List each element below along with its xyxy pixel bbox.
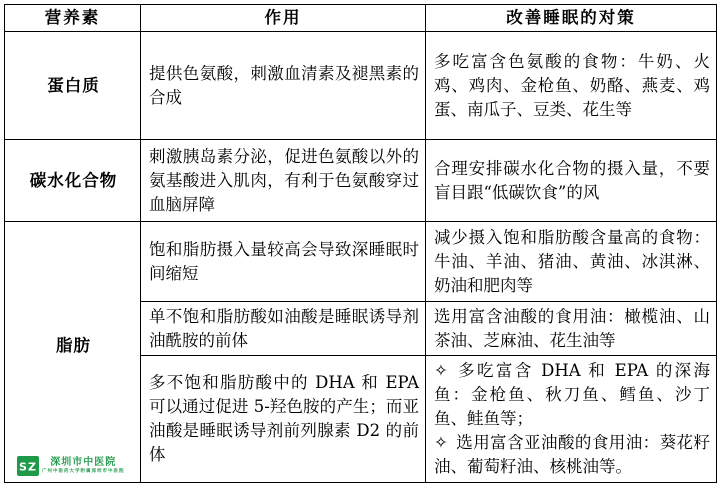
bullet-diamond-icon: ✧ <box>434 361 448 380</box>
svg-text:SZ: SZ <box>19 460 37 474</box>
hospital-logo-icon <box>17 456 39 476</box>
nutrient-fat-cell <box>5 222 141 483</box>
action-carbohydrate: 刺激胰岛素分泌，促进色氨酸以外的氨基酸进入肌肉，有利于色氨酸穿过血脑屏障 <box>141 140 426 222</box>
action-fat-polyunsaturated: 多不饱和脂肪酸中的 DHA 和 EPA 可以通过促进 5-羟色胺的产生；而亚油酸是睡眠诱导剂前列腺素 D2 的前体 <box>141 356 426 483</box>
bullet-diamond-icon: ✧ <box>434 433 448 452</box>
strategy-carbohydrate: 合理安排碳水化合物的摄入量，不要盲目跟“低碳饮食”的风 <box>426 140 717 222</box>
header-row <box>5 5 717 32</box>
header-nutrient: 营养素 <box>5 5 141 32</box>
nutrition-sleep-table <box>4 4 717 483</box>
hospital-logo-text: 深圳市中医院 <box>50 456 117 468</box>
header-strategy: 改善睡眠的对策 <box>426 5 717 32</box>
strategy-fat-polyunsaturated-a-text: 多吃富含 DHA 和 EPA 的深海鱼：金枪鱼、秋刀鱼、鳕鱼、沙丁鱼、鲑鱼等； <box>434 361 710 428</box>
strategy-fat-monounsaturated: 选用富含油酸的食用油：橄榄油、山茶油、芝麻油、花生油等 <box>426 302 717 356</box>
strategy-fat-polyunsaturated-cell <box>426 356 717 483</box>
row-carbohydrate <box>5 140 717 222</box>
nutrient-fat: 脂肪 <box>56 336 91 355</box>
strategy-fat-polyunsaturated-b-text: 选用富含亚油酸的食用油：葵花籽油、葡萄籽油、核桃油等。 <box>434 433 710 476</box>
strategy-protein: 多吃富含色氨酸的食物：牛奶、火鸡、鸡肉、金枪鱼、奶酪、燕麦、鸡蛋、南瓜子、豆类、花生等 <box>426 32 717 140</box>
nutrient-protein: 蛋白质 <box>5 32 141 140</box>
row-protein <box>5 32 717 140</box>
strategy-fat-polyunsaturated-a <box>434 359 710 431</box>
hospital-logo-subtext: 广州中医药大学附属深圳市中医院 <box>42 468 125 474</box>
strategy-fat-saturated: 减少摄入饱和脂肪酸含量高的食物：牛油、羊油、猪油、黄油、冰淇淋、奶油和肥肉等 <box>426 222 717 302</box>
action-protein: 提供色氨酸，刺激血清素及褪黑素的合成 <box>141 32 426 140</box>
action-fat-monounsaturated: 单不饱和脂肪酸如油酸是睡眠诱导剂油酰胺的前体 <box>141 302 426 356</box>
hospital-logo <box>17 456 125 476</box>
nutrient-carbohydrate: 碳水化合物 <box>5 140 141 222</box>
action-fat-saturated: 饱和脂肪摄入量较高会导致深睡眠时间缩短 <box>141 222 426 302</box>
header-action: 作用 <box>141 5 426 32</box>
row-fat-saturated <box>5 222 717 302</box>
strategy-fat-polyunsaturated-b <box>434 431 710 479</box>
